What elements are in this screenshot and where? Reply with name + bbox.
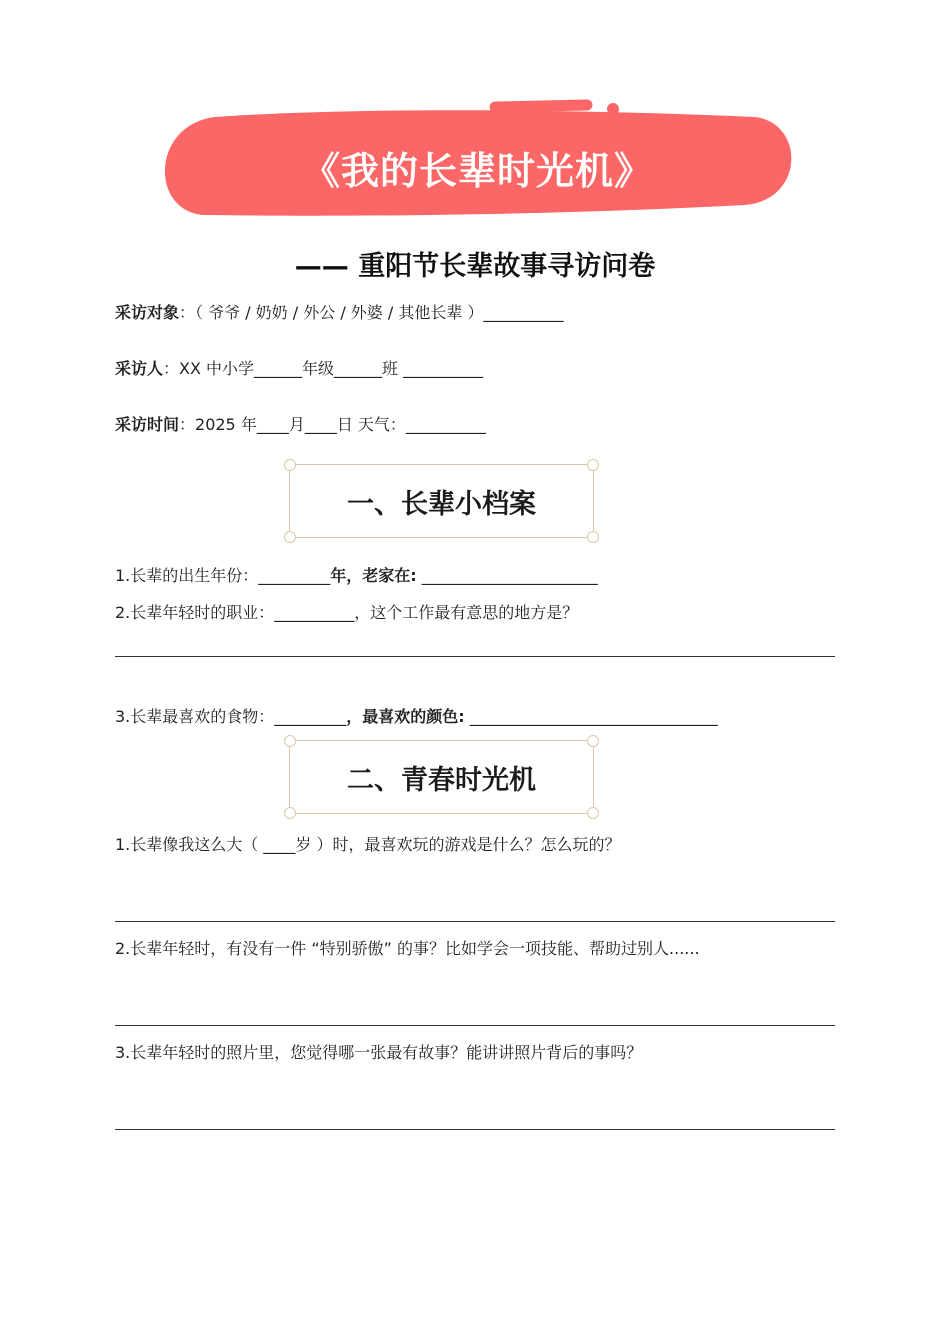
section1-title: 一、长辈小档案 [347, 488, 536, 520]
page-title: 《我的长辈时光机》 [301, 149, 653, 193]
section2-question-1: 1.长辈像我这么大（ ____岁 ）时，最喜欢玩的游戏是什么？怎么玩的？ [115, 835, 621, 854]
answer-line[interactable] [115, 1025, 835, 1026]
frame-corner [284, 735, 296, 747]
frame-corner [284, 807, 296, 819]
section1-q1-bold: 年，老家在: [330, 566, 417, 585]
section1-q1-tail: ______________________ [416, 566, 598, 585]
section1-header-frame [289, 464, 594, 538]
interviewer-label: 采访人 [115, 359, 164, 378]
interview-time-line [115, 412, 486, 435]
frame-corner [284, 531, 296, 543]
interviewer-line [115, 356, 483, 379]
interview-subject-line [115, 300, 563, 323]
page-subtitle: —— 重阳节长辈故事寻访问卷 [294, 251, 656, 282]
section1-q3-bold: ，最喜欢的颜色: [346, 707, 465, 726]
section2-question-3: 3.长辈年轻时的照片里，您觉得哪一张最有故事？能讲讲照片背后的事吗？ [115, 1043, 643, 1062]
interviewer-value: ：XX 中小学______年级______班 __________ [163, 359, 484, 378]
section1-q3-text: 3.长辈最喜欢的食物：_________ [115, 707, 347, 726]
interview-time-value: ：2025 年____月____日 天气：__________ [179, 415, 486, 434]
interview-time-label: 采访时间 [115, 415, 180, 434]
answer-line[interactable] [115, 1129, 835, 1130]
interview-subject-value: ：（ 爷爷 / 奶奶 / 外公 / 外婆 / 其他长辈 ）__________ [179, 303, 564, 322]
section2-header-frame [289, 740, 594, 814]
interview-subject-label: 采访对象 [115, 303, 180, 322]
answer-line[interactable] [115, 921, 835, 922]
frame-corner [587, 735, 599, 747]
frame-corner [587, 807, 599, 819]
answer-line[interactable] [115, 656, 835, 657]
section2-question-2: 2.长辈年轻时，有没有一件 “特别骄傲” 的事？比如学会一项技能、帮助过别人...... [115, 939, 700, 958]
section1-question-3 [115, 704, 718, 727]
frame-corner [284, 459, 296, 471]
section1-question-1 [115, 563, 598, 586]
section1-q1-text: 1.长辈的出生年份：_________ [115, 566, 331, 585]
section2-title: 二、青春时光机 [347, 764, 536, 796]
frame-corner [587, 531, 599, 543]
frame-corner [587, 459, 599, 471]
section1-question-2: 2.长辈年轻时的职业：__________，这个工作最有意思的地方是？ [115, 603, 579, 622]
section1-q3-tail: _______________________________ [464, 707, 718, 726]
